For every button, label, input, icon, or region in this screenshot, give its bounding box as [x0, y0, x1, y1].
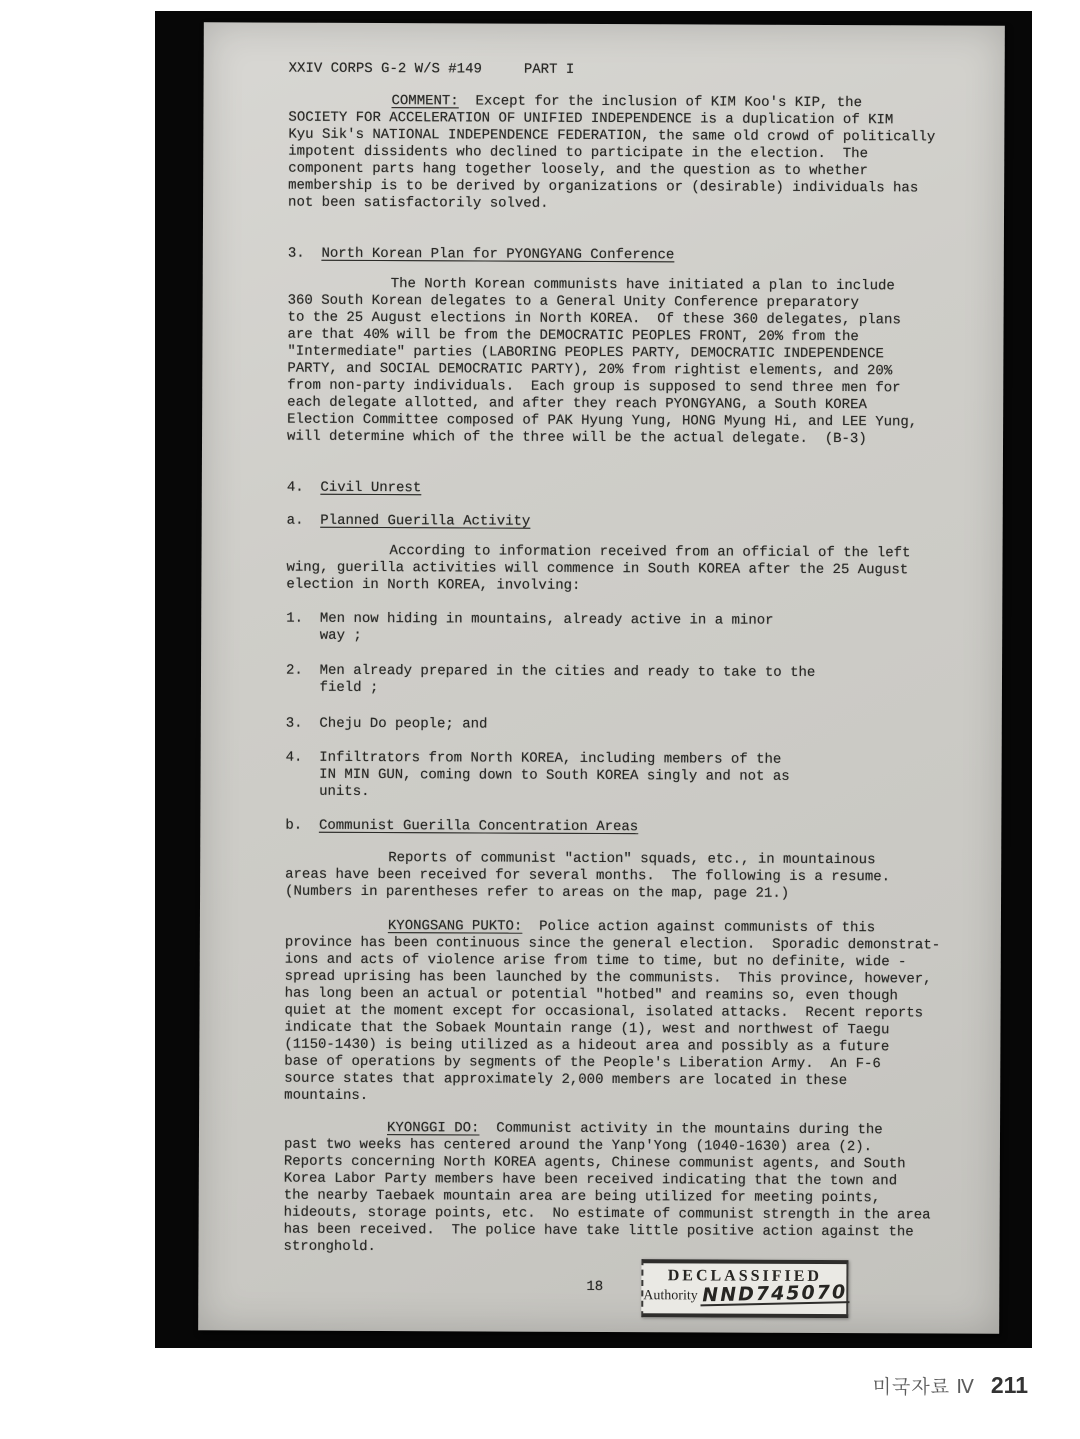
list-item: 4. Infiltrators from North KOREA, including members of the IN MIN GUN, coming down to South KOREA singly and not as units. [285, 749, 790, 800]
authority-handwritten-number: NND745070 [702, 1281, 848, 1307]
scan-background [155, 11, 1032, 1348]
section-3-title: North Korean Plan for PYONGYANG Conference [321, 245, 675, 264]
kyonggi-do-paragraph [283, 1120, 955, 1259]
scanned-document-page [198, 22, 1005, 1333]
list-item: 1. Men now hiding in mountains, already active in a minor way ; [286, 610, 774, 644]
page-footer [283, 1258, 954, 1331]
declassified-stamp [641, 1259, 848, 1318]
section-3-heading [288, 246, 959, 266]
subsection-a-title: Planned Guerilla Activity [320, 512, 531, 530]
document-content [198, 22, 1005, 1330]
subsection-b-paragraph: Reports of communist "action" squads, etc., in mountainous areas have been received for several months. The following is a resume. (Numbers in parentheses refer to areas on the map, page 21.) [285, 850, 891, 902]
subsection-a-number: a. [286, 512, 321, 529]
list-item: 3. Cheju Do people; and [285, 715, 488, 733]
kyongsang-pukto-label: KYONGSANG PUKTO: [387, 918, 523, 935]
kyongsang-pukto-paragraph [284, 918, 956, 1108]
subsection-a-paragraph: According to information received from an official of the left wing, guerilla activities will commence in South KOREA after the 25 August election in North KOREA, involving: [286, 543, 911, 594]
section-4-heading [287, 480, 958, 500]
kyongsang-pukto-text: Police action against communists of this province has been continuous since the general election. Sporadic demonstrat- ions and acts of violence arise from time to time, but no definite, wide - spread uprising has been launched by the communists. This province, however, has long been an actual or potential "hotbed" and reamins so, even though quiet at the moment except for occasional, isolated attacks. Recent reports indicate that the Sobaek Mountain range (1), west and northwest of Taegu (1150-1430) is being utilized as a hideout area and possibly as a future base of operations by segments of the People's Liberation Army. An F-6 source states that approximately 2,000 members are located in these mountains. [284, 918, 941, 1104]
section-3-paragraph: The North Korean communists have initiated a plan to include 360 South Korean delegates to a General Unity Conference preparatory to the 25 August elections in North KOREA. Of these 360 delegates, plans are that 40% will be from the DEMOCRATIC PEOPLES FRONT, 20% from the "Intermediate" parties (LABORING PEOPLES PARTY, DEMOCRATIC INDEPENDENCE PARTY, and SOCIAL DEMOCRATIC PARTY), 20% from rightist elements, and 20% from non-party individuals. Each group is supposed to send three men for each delegate allotted, and after they reach PYONGYANG, a South KOREA Election Committee composed of PAK Hyung Yung, HONG Myung Hi, and LEE Yung, will determine which of the three will be the actual delegate. (B-3) [287, 276, 918, 448]
subsection-b-title: Communist Guerilla Concentration Areas [318, 817, 639, 836]
kyonggi-do-text: Communist activity in the mountains during the past two weeks has centered around the Yanp'Yong (1040-1630) area (2). Reports concerning North KOREA agents, Chinese communist agents, and South Korea Labor Party members have been received indicating that the town and the nearby Taebaek mountain area are being utilized for meeting points, hideouts, storage points, etc. No estimate of communist strength in the area has been received. The police have take little positive action against the stronghold. [283, 1120, 931, 1256]
section-4-title: Civil Unrest [320, 479, 422, 497]
section-4-number: 4. [286, 479, 321, 496]
subsection-b-heading [285, 818, 956, 838]
declassified-stamp-authority [643, 1281, 848, 1307]
comment-paragraph [288, 93, 960, 215]
document-header: XXIV CORPS G-2 W/S #149 PART I [288, 60, 575, 78]
comment-text: Except for the inclusion of KIM Koo's KIP, the SOCIETY FOR ACCELERATION OF UNIFIED INDEPENDENCE is a duplication of KIM Kyu Sik's NATIONAL INDEPENDENCE FEDERATION, the same old crowd of politically impotent dissidents who declined to participate in the election. The component parts hang together loosely, and the question as to whether membership is to be derived by organizations or (desirable) individuals has not been satisfactorily solved. [288, 93, 936, 212]
subsection-b-number: b. [285, 817, 319, 834]
book-caption [873, 1372, 1028, 1399]
declassified-stamp-title: DECLASSIFIED [667, 1267, 823, 1285]
caption-page-number: 211 [990, 1372, 1028, 1398]
list-item: 2. Men already prepared in the cities and ready to take to the field ; [285, 662, 816, 697]
section-3-number: 3. [287, 245, 322, 262]
subsection-a-heading [287, 513, 958, 533]
comment-label: COMMENT: [391, 93, 459, 110]
authority-label: Authority [643, 1288, 698, 1304]
page-number: 18 [586, 1278, 604, 1296]
kyonggi-do-label: KYONGGI DO: [386, 1120, 480, 1137]
caption-series-title: 미국자료 Ⅳ [872, 1377, 975, 1398]
